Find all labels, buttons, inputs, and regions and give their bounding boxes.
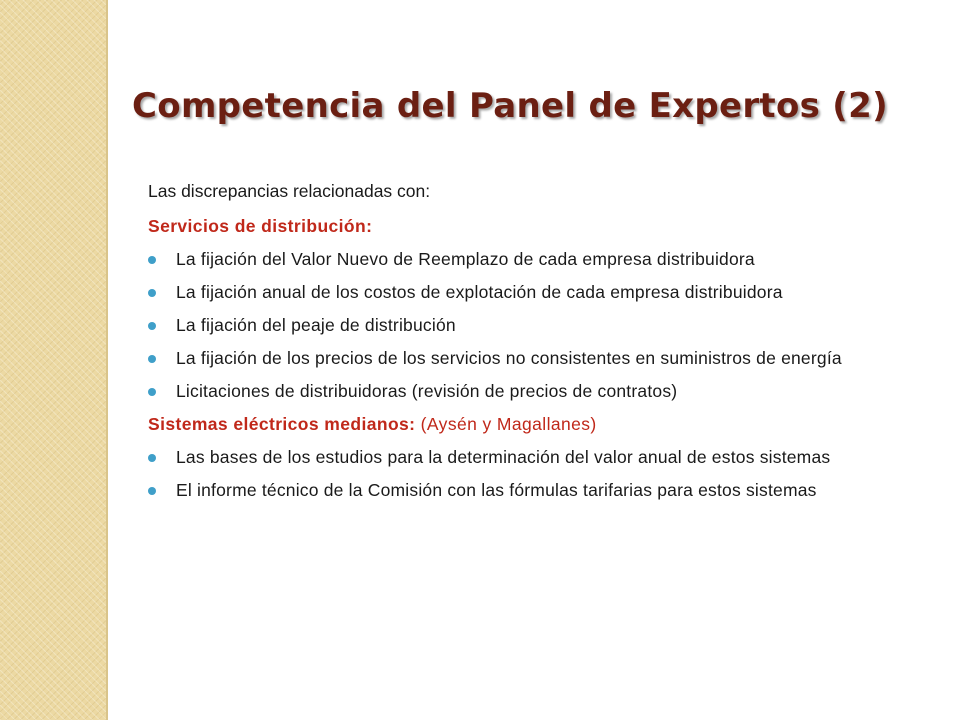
bullet-list	[148, 248, 908, 403]
list-item-text: Las bases de los estudios para la determinación del valor anual de estos sistemas	[176, 447, 831, 467]
list-item	[148, 314, 908, 337]
section-heading	[148, 215, 908, 238]
bullet-icon	[148, 322, 156, 330]
bullet-icon	[148, 388, 156, 396]
bullet-icon	[148, 355, 156, 363]
list-item	[148, 281, 908, 304]
bullet-list	[148, 446, 908, 502]
list-item-text: La fijación del peaje de distribución	[176, 315, 456, 335]
section-heading-label: Servicios de distribución:	[148, 216, 373, 236]
decorative-side-band	[0, 0, 108, 720]
list-item-text: La fijación anual de los costos de explotación de cada empresa distribuidora	[176, 282, 783, 302]
bullet-icon	[148, 256, 156, 264]
section-heading-note: (Aysén y Magallanes)	[415, 414, 597, 434]
section-heading	[148, 413, 908, 436]
list-item-text: La fijación del Valor Nuevo de Reemplazo de cada empresa distribuidora	[176, 249, 755, 269]
list-item	[148, 479, 908, 502]
bullet-icon	[148, 454, 156, 462]
list-item	[148, 248, 908, 271]
list-item	[148, 446, 908, 469]
slide-content	[148, 180, 908, 512]
section-heading-label: Sistemas eléctricos medianos:	[148, 414, 416, 434]
bullet-icon	[148, 487, 156, 495]
list-item	[148, 347, 908, 370]
list-item-text: La fijación de los precios de los servicios no consistentes en suministros de energía	[176, 348, 842, 368]
list-item	[148, 380, 908, 403]
slide-title: Competencia del Panel de Expertos (2)	[132, 86, 888, 126]
bullet-icon	[148, 289, 156, 297]
list-item-text: Licitaciones de distribuidoras (revisión de precios de contratos)	[176, 381, 678, 401]
intro-text: Las discrepancias relacionadas con:	[148, 181, 431, 201]
section-distribution	[148, 215, 908, 403]
section-medium-systems	[148, 413, 908, 502]
list-item-text: El informe técnico de la Comisión con las fórmulas tarifarias para estos sistemas	[176, 480, 817, 500]
